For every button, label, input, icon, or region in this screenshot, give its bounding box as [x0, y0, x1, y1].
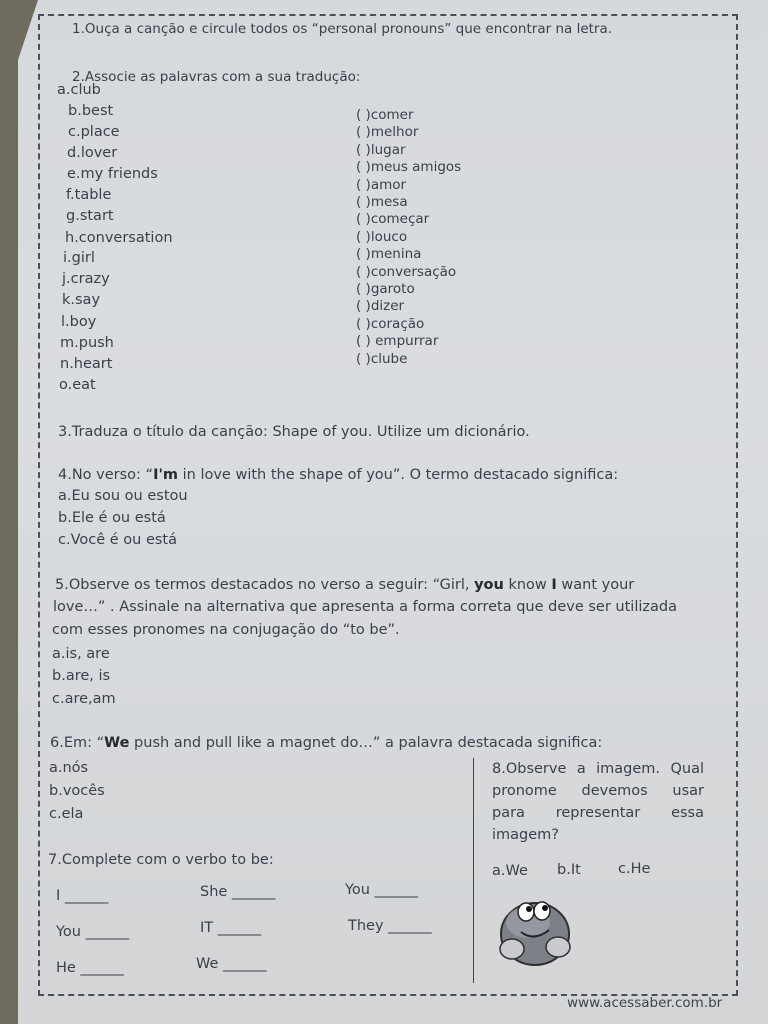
portuguese-word: ( )dizer [356, 298, 405, 315]
q7-blank-they: They ______ [348, 918, 432, 934]
q4-option-a: a.Eu sou ou estou [58, 488, 188, 504]
question-5-line-3: com esses pronomes na conjugação do “to be”. [52, 622, 400, 638]
english-word: i.girl [63, 250, 95, 266]
q5-option-b: b.are, is [52, 668, 111, 684]
english-word: h.conversation [65, 230, 173, 246]
q8-option-a: a.We [492, 863, 528, 879]
q6-option-c: c.ela [49, 806, 84, 822]
question-6: 6.Em: “We push and pull like a magnet do…” a palavra destacada significa: [50, 735, 603, 751]
q7-blank-it: IT ______ [200, 920, 262, 936]
english-word: o.eat [59, 377, 96, 393]
portuguese-word: ( )começar [356, 211, 430, 228]
portuguese-word: ( )louco [356, 228, 408, 245]
highlighted-term: I'm [153, 467, 179, 483]
question-5-line-2: love…” . Assinale na alternativa que apresenta a forma correta que deve ser utilizada [53, 599, 677, 615]
question-4: 4.No verso: “I'm in love with the shape of you”. O termo destacado significa: [58, 467, 619, 483]
column-divider [473, 758, 474, 983]
thinking-face-icon [494, 892, 576, 968]
english-word: a.club [57, 82, 101, 98]
portuguese-word: ( )meus amigos [356, 159, 462, 176]
q6-option-a: a.nós [49, 760, 89, 776]
english-word: m.push [60, 335, 114, 351]
portuguese-word: ( )garoto [356, 281, 415, 297]
portuguese-word: ( )amor [356, 176, 407, 193]
q8-option-c: c.He [618, 861, 651, 877]
english-word: b.best [68, 103, 114, 119]
question-8: 8.Observe a imagem. Qual pronome devemos usar para representar essa imagem? [492, 761, 704, 843]
portuguese-word: ( )lugar [356, 141, 406, 158]
q5-option-a: a.is, are [52, 646, 110, 662]
english-word: l.boy [61, 314, 97, 330]
portuguese-word: ( )comer [356, 107, 414, 123]
english-word: n.heart [60, 356, 113, 372]
english-word: e.my friends [67, 166, 158, 182]
question-7-title: 7.Complete com o verbo to be: [48, 852, 274, 868]
q7-blank-he: He ______ [56, 960, 124, 976]
portuguese-word: ( )coração [356, 315, 425, 332]
english-word: f.table [66, 187, 112, 203]
question-1: 1.Ouça a canção e circule todos os “personal pronouns” que encontrar na letra. [72, 21, 613, 37]
question-5-line-1: 5.Observe os termos destacados no verso a seguir: “Girl, you know I want your [55, 577, 635, 593]
q4-option-c: c.Você é ou está [58, 532, 177, 548]
q7-blank-you-2: You ______ [56, 924, 130, 940]
website-footer: www.acessaber.com.br [567, 995, 723, 1011]
question-2-title: 2.Associe as palavras com a sua tradução: [72, 69, 361, 85]
portuguese-word: ( )mesa [356, 194, 408, 210]
q4-option-b: b.Ele é ou está [58, 510, 166, 526]
portuguese-word: ( ) empurrar [356, 333, 439, 350]
q7-blank-you: You ______ [345, 882, 419, 898]
english-word: g.start [66, 208, 114, 224]
q8-option-b: b.It [557, 862, 581, 878]
portuguese-word: ( )menina [356, 246, 422, 263]
q6-option-b: b.vocês [49, 783, 105, 799]
english-word: k.say [62, 292, 101, 308]
english-word: d.lover [67, 145, 118, 161]
q7-blank-she: She ______ [200, 884, 276, 900]
q7-blank-we: We ______ [196, 956, 267, 972]
english-word: j.crazy [62, 271, 110, 287]
portuguese-word: ( )clube [356, 350, 408, 367]
portuguese-word: ( )melhor [356, 124, 419, 141]
q7-blank-i: I ______ [56, 888, 109, 904]
question-3: 3.Traduza o título da canção: Shape of you. Utilize um dicionário. [58, 424, 530, 440]
portuguese-word: ( )conversação [356, 263, 457, 280]
english-word: c.place [68, 124, 120, 140]
q5-option-c: c.are,am [52, 691, 116, 707]
